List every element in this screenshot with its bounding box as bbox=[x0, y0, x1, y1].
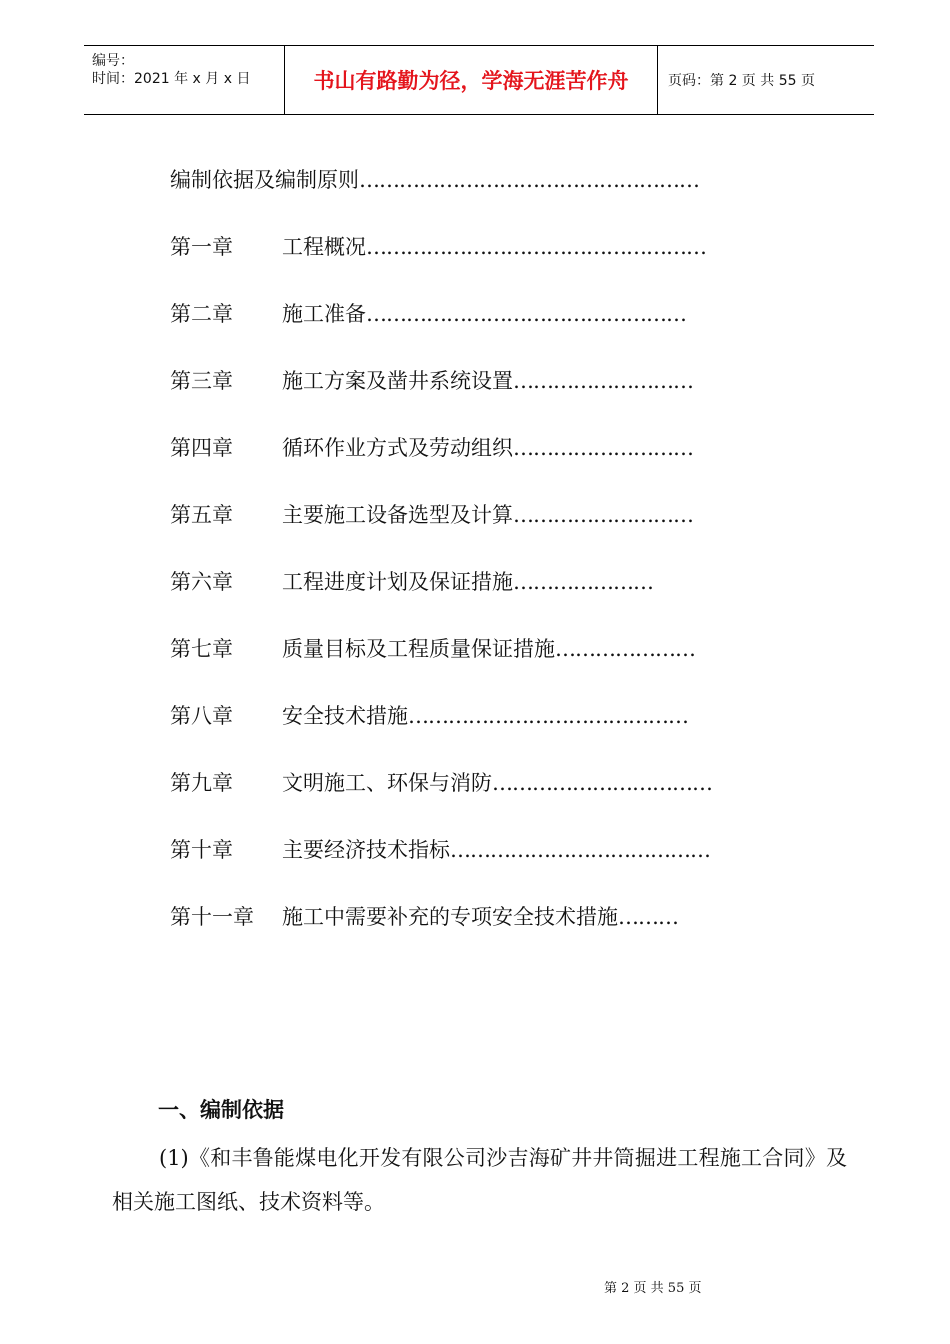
toc-chapter-title: 施工方案及凿井系统设置 bbox=[282, 369, 513, 393]
toc-entry[interactable] bbox=[170, 363, 693, 399]
page-footer: 第 2 页 共 55 页 bbox=[604, 1281, 702, 1296]
toc-chapter-number: 第七章 bbox=[170, 637, 233, 661]
toc-chapter-number: 第十章 bbox=[170, 838, 233, 862]
toc-chapter-number: 第三章 bbox=[170, 369, 233, 393]
header-number-label: 编号： bbox=[92, 53, 134, 69]
toc-leader-dots: …………………………………………… bbox=[366, 235, 706, 259]
header-time-label: 时间：2021 年 x 月 x 日 bbox=[92, 71, 251, 87]
body-paragraph: (1)《和丰鲁能煤电化开发有限公司沙吉海矿井井筒掘进工程施工合同》及相关施工图纸、技术资料等。 bbox=[112, 1146, 847, 1214]
toc-chapter-title: 循环作业方式及劳动组织 bbox=[282, 436, 513, 460]
toc-chapter-number: 第八章 bbox=[170, 704, 233, 728]
toc-entry[interactable] bbox=[170, 832, 710, 868]
toc-entry[interactable] bbox=[170, 631, 695, 667]
toc-chapter-title: 文明施工、环保与消防 bbox=[282, 771, 492, 795]
toc-leader-dots: …………………………………………… bbox=[359, 168, 699, 192]
page-header bbox=[84, 45, 874, 115]
toc-leader-dots: ……………………… bbox=[513, 369, 693, 393]
toc-entry[interactable] bbox=[170, 229, 706, 265]
toc-leader-dots: ………………………………… bbox=[450, 838, 710, 862]
toc-chapter-title: 施工准备 bbox=[282, 302, 366, 326]
toc-chapter-number: 第四章 bbox=[170, 436, 233, 460]
toc-entry[interactable] bbox=[170, 430, 693, 466]
toc-chapter-number: 第一章 bbox=[170, 235, 233, 259]
toc-leader-dots: ……………………… bbox=[513, 503, 693, 527]
toc-chapter-title: 安全技术措施 bbox=[282, 704, 408, 728]
toc-chapter-number: 第六章 bbox=[170, 570, 233, 594]
toc-entry[interactable] bbox=[170, 899, 678, 935]
header-meta bbox=[84, 46, 285, 114]
toc-leader-dots: …………………………………… bbox=[408, 704, 688, 728]
toc-chapter-title: 主要施工设备选型及计算 bbox=[282, 503, 513, 527]
toc-leader-dots: ………………… bbox=[513, 570, 653, 594]
toc-chapter-number: 第十一章 bbox=[170, 905, 254, 929]
toc-chapter-number: 第二章 bbox=[170, 302, 233, 326]
toc-chapter-number: 第五章 bbox=[170, 503, 233, 527]
toc-entry[interactable] bbox=[170, 296, 686, 332]
toc-intro-entry[interactable] bbox=[170, 162, 699, 198]
toc-chapter-title: 工程进度计划及保证措施 bbox=[282, 570, 513, 594]
section-heading: 一、编制依据 bbox=[158, 1097, 284, 1122]
toc-entry[interactable] bbox=[170, 564, 653, 600]
toc-chapter-number: 第九章 bbox=[170, 771, 233, 795]
toc-chapter-title: 质量目标及工程质量保证措施 bbox=[282, 637, 555, 661]
toc-entry[interactable] bbox=[170, 497, 693, 533]
toc-entry[interactable] bbox=[170, 698, 688, 734]
header-page-info: 页码：第 2 页 共 55 页 bbox=[668, 73, 815, 89]
toc-leader-dots: …………………………… bbox=[492, 771, 712, 795]
toc-intro-title: 编制依据及编制原则 bbox=[170, 168, 359, 192]
toc-leader-dots: ………………………………………… bbox=[366, 302, 686, 326]
toc-entry[interactable] bbox=[170, 765, 712, 801]
toc-chapter-title: 工程概况 bbox=[282, 235, 366, 259]
toc-chapter-title: 主要经济技术指标 bbox=[282, 838, 450, 862]
header-motto: 书山有路勤为径，学海无涯苦作舟 bbox=[285, 46, 658, 114]
toc-leader-dots: ……… bbox=[618, 905, 678, 929]
toc-leader-dots: ………………… bbox=[555, 637, 695, 661]
toc-chapter-title: 施工中需要补充的专项安全技术措施 bbox=[282, 905, 618, 929]
toc-leader-dots: ……………………… bbox=[513, 436, 693, 460]
